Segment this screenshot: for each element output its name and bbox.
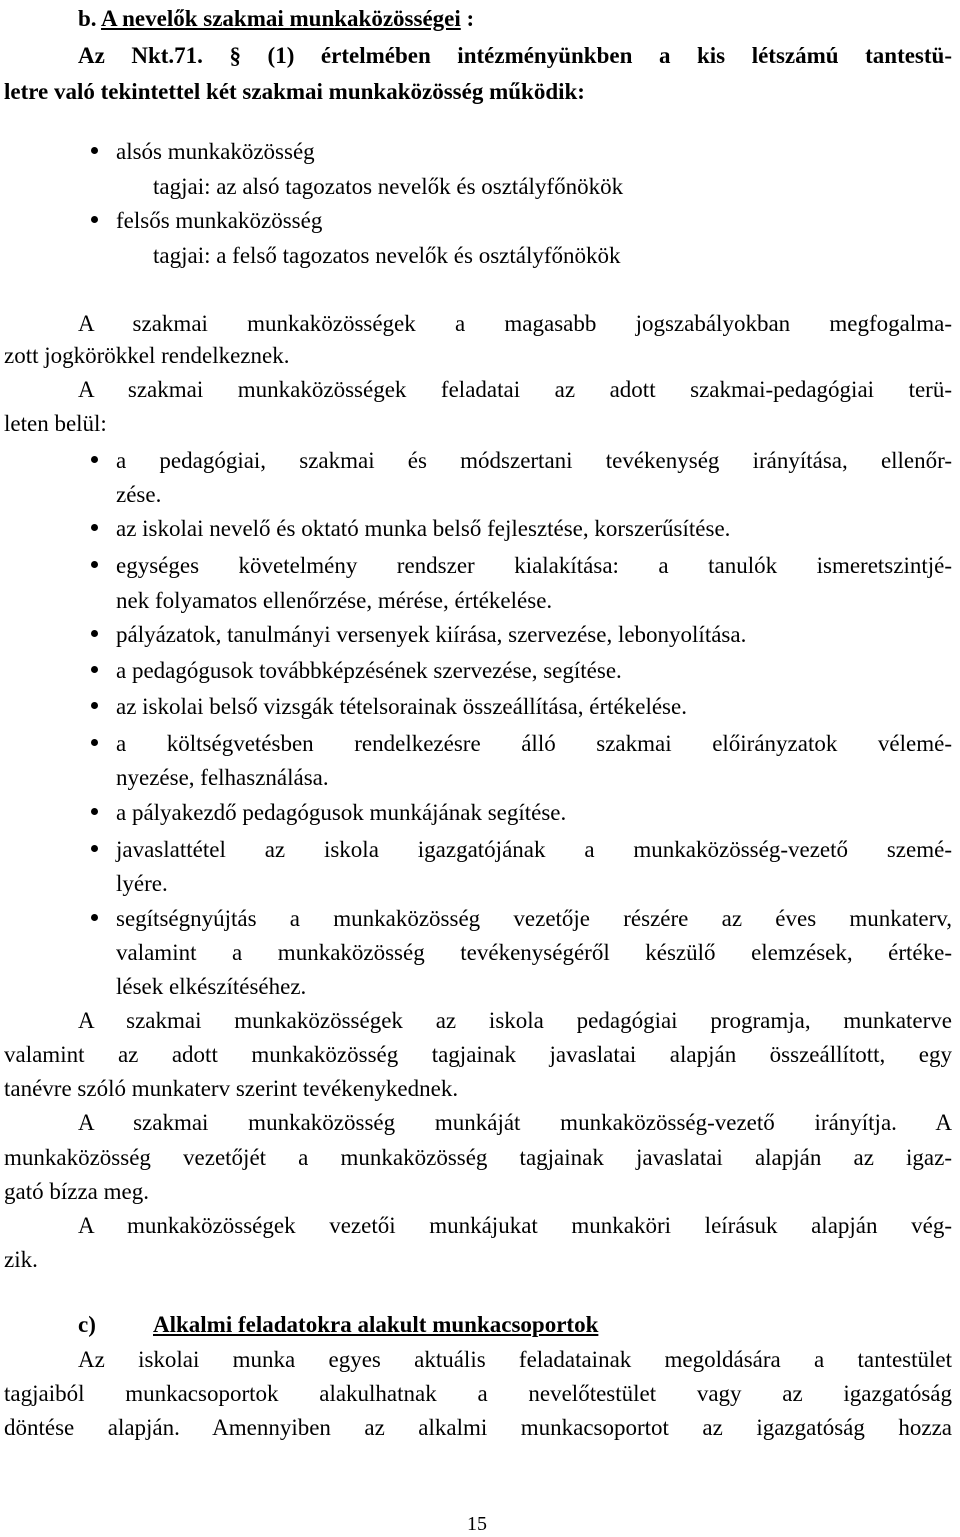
bullet-icon bbox=[91, 808, 98, 815]
task-6: az iskolai belső vizsgák tételsorainak összeállítása, értékelése. bbox=[116, 694, 687, 719]
task-1-line-2: zése. bbox=[116, 482, 162, 507]
intro-line-1: Az Nkt.71. § (1) értelmében intézményünkben a kis létszámú tantestü- bbox=[78, 43, 952, 68]
task-3-line-1: egységes követelmény rendszer kialakítása: a tanulók ismeretszintjé- bbox=[116, 553, 952, 578]
bullet-icon bbox=[91, 845, 98, 852]
bullet-icon bbox=[91, 666, 98, 673]
task-1-line-1: a pedagógiai, szakmai és módszertani tevékenység irányítása, ellenőr- bbox=[116, 448, 952, 473]
section-c-title: Alkalmi feladatokra alakult munkacsoportok bbox=[153, 1312, 599, 1337]
para5-line-2: zik. bbox=[4, 1247, 38, 1272]
task-7-line-2: nyezése, felhasználása. bbox=[116, 765, 329, 790]
para4-line-1: A szakmai munkaközösség munkáját munkaközösség-vezető irányítja. A bbox=[78, 1110, 952, 1135]
bullet-icon bbox=[91, 561, 98, 568]
bullet-icon bbox=[91, 147, 98, 154]
section-c-label: c) bbox=[78, 1312, 96, 1337]
para3-line-3: tanévre szóló munkaterv szerint tevékenykednek. bbox=[4, 1076, 459, 1101]
task-10-line-1: segítségnyújtás a munkaközösség vezetője részére az éves munkaterv, bbox=[116, 906, 952, 931]
para1-line-2: zott jogkörökkel rendelkeznek. bbox=[4, 343, 290, 368]
task-4: pályázatok, tanulmányi versenyek kiírása, szervezése, lebonyolítása. bbox=[116, 622, 747, 647]
intro-line-2: letre való tekintettel két szakmai munkaközösség működik: bbox=[4, 79, 585, 104]
task-10-line-2: valamint a munkaközösség tevékenységéről készülő elemzések, értéke- bbox=[116, 940, 952, 965]
bullet-icon bbox=[91, 524, 98, 531]
task-5: a pedagógusok továbbképzésének szervezése, segítése. bbox=[116, 658, 622, 683]
task-8: a pályakezdő pedagógusok munkájának segítése. bbox=[116, 800, 567, 825]
task-10-line-3: lések elkészítéséhez. bbox=[116, 974, 307, 999]
bullet-icon bbox=[91, 739, 98, 746]
section-c-line-1: Az iskolai munka egyes aktuális feladatainak megoldására a tantestület bbox=[78, 1347, 952, 1372]
section-c-line-3: döntése alapján. Amennyiben az alkalmi munkacsoportot az igazgatóság hozza bbox=[4, 1415, 952, 1440]
task-9-line-2: lyére. bbox=[116, 871, 168, 896]
para1-line-1: A szakmai munkaközösségek a magasabb jogszabályokban megfogalma- bbox=[78, 311, 952, 336]
task-7-line-1: a költségvetésben rendelkezésre álló szakmai előirányzatok vélemé- bbox=[116, 731, 952, 756]
para4-line-2: munkaközösség vezetőjét a munkaközösség tagjainak javaslatai alapján az igaz- bbox=[4, 1145, 952, 1170]
para3-line-1: A szakmai munkaközösségek az iskola pedagógiai programja, munkaterve bbox=[78, 1008, 952, 1033]
task-9-line-1: javaslattétel az iskola igazgatójának a munkaközösség-vezető szemé- bbox=[116, 837, 952, 862]
section-b-colon: : bbox=[466, 6, 475, 31]
bullet-icon bbox=[91, 456, 98, 463]
group-felsos-name: felsős munkaközösség bbox=[116, 208, 323, 233]
para4-line-3: gató bízza meg. bbox=[4, 1179, 149, 1204]
para3-line-2: valamint az adott munkaközösség tagjainak javaslatai alapján összeállított, egy bbox=[4, 1042, 952, 1067]
section-b-heading bbox=[78, 6, 474, 32]
bullet-icon bbox=[91, 914, 98, 921]
section-b-title: A nevelők szakmai munkaközösségei bbox=[101, 6, 461, 31]
page-number: 15 bbox=[467, 1513, 487, 1535]
task-2: az iskolai nevelő és oktató munka belső fejlesztése, korszerűsítése. bbox=[116, 516, 731, 541]
section-b-label: b. bbox=[78, 6, 97, 31]
bullet-icon bbox=[91, 630, 98, 637]
group-felsos-members: tagjai: a felső tagozatos nevelők és osztályfőnökök bbox=[153, 243, 621, 268]
group-alsos-members: tagjai: az alsó tagozatos nevelők és osztályfőnökök bbox=[153, 174, 624, 199]
group-alsos-name: alsós munkaközösség bbox=[116, 139, 315, 164]
task-3-line-2: nek folyamatos ellenőrzése, mérése, értékelése. bbox=[116, 588, 553, 613]
section-c-line-2: tagjaiból munkacsoportok alakulhatnak a nevelőtestület vagy az igazgatóság bbox=[4, 1381, 952, 1406]
bullet-icon bbox=[91, 216, 98, 223]
para2-line-2: leten belül: bbox=[4, 411, 107, 436]
para2-line-1: A szakmai munkaközösségek feladatai az adott szakmai-pedagógiai terü- bbox=[78, 377, 952, 402]
bullet-icon bbox=[91, 702, 98, 709]
para5-line-1: A munkaközösségek vezetői munkájukat munkaköri leírásuk alapján vég- bbox=[78, 1213, 952, 1238]
